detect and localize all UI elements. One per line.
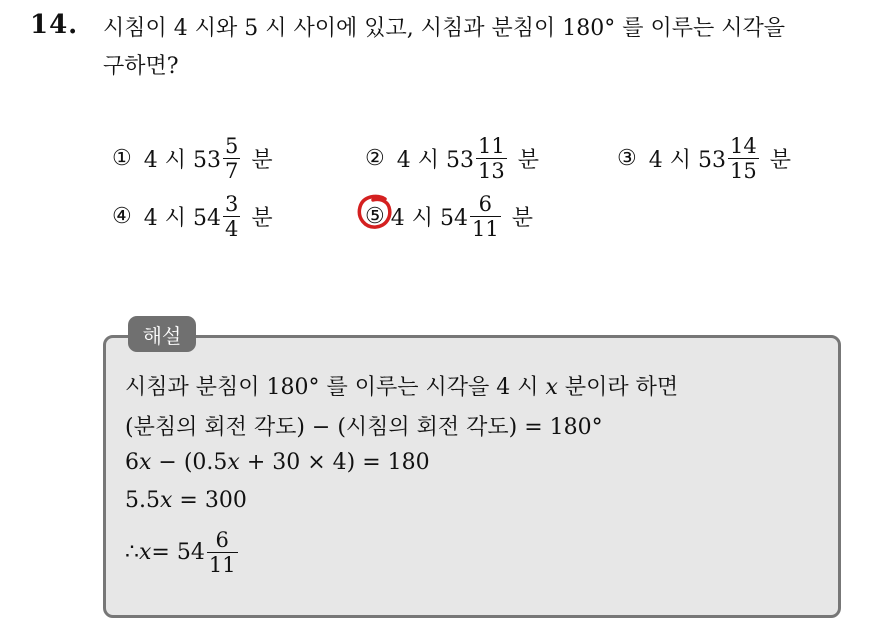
question-text-line2: 구하면? [103,54,179,79]
solution-line-2: (분침의 회전 각도) − (시침의 회전 각도) = 180° [125,415,603,440]
choice-fraction [476,134,507,183]
answer-circle-mark-icon [355,192,395,232]
choice-2[interactable] [365,128,539,188]
fraction-numerator: 5 [224,133,239,158]
solution-fraction [207,528,238,577]
choice-suffix: 분 [251,147,273,173]
question-text-line1: 시침이 4 시와 5 시 사이에 있고, 시침과 분침이 180° 를 이루는 시각을 [103,16,785,41]
choice-fraction [223,192,240,241]
choice-prefix: 4 시 53 [648,147,726,173]
fraction-numerator: 3 [224,191,239,216]
fraction-numerator: 6 [478,191,493,216]
solution-tab-label: 해설 [128,316,196,352]
fraction-denominator: 4 [224,216,239,241]
choice-fraction [728,134,759,183]
solution-line-1: 시침과 분침이 180° 를 이루는 시각을 4 시 x 분이라 하면 [125,375,679,400]
choice-4[interactable] [112,186,273,246]
fraction-denominator: 11 [208,553,236,577]
choice-prefix: 4 시 54 [390,205,468,231]
choice-suffix: 분 [769,147,791,173]
solution-line-5: ∴ x = 54 $\frac{6}{11}$ [125,528,236,577]
choice-prefix: 4 시 54 [143,205,221,231]
fraction-numerator: 14 [729,133,757,158]
fraction-denominator: 7 [224,158,239,183]
solution-line-3: 6x − (0.5x + 30 × 4) = 180 [125,450,430,475]
fraction-numerator: 6 [215,528,229,552]
choice-marker: ③ [617,145,637,171]
question-number: 14. [30,10,79,40]
choice-1[interactable] [112,128,273,188]
choice-marker: ① [112,145,132,171]
answer-circle-stroke [359,196,389,227]
solution-line-4: 5.5x = 300 [125,488,247,513]
fraction-denominator: 11 [471,216,499,241]
fraction-denominator: 15 [729,158,757,183]
choice-suffix: 분 [517,147,539,173]
choice-suffix: 분 [251,205,273,231]
choice-fraction [223,134,240,183]
fraction-numerator: 11 [477,133,505,158]
choice-prefix: 4 시 53 [143,147,221,173]
choice-fraction [470,192,501,241]
fraction-denominator: 13 [477,158,505,183]
choice-suffix: 분 [511,205,533,231]
choice-marker: ④ [112,203,132,229]
choice-prefix: 4 시 53 [396,147,474,173]
choice-marker: ⑤ [365,203,385,229]
choice-3[interactable] [617,128,791,188]
choice-marker: ② [365,145,385,171]
